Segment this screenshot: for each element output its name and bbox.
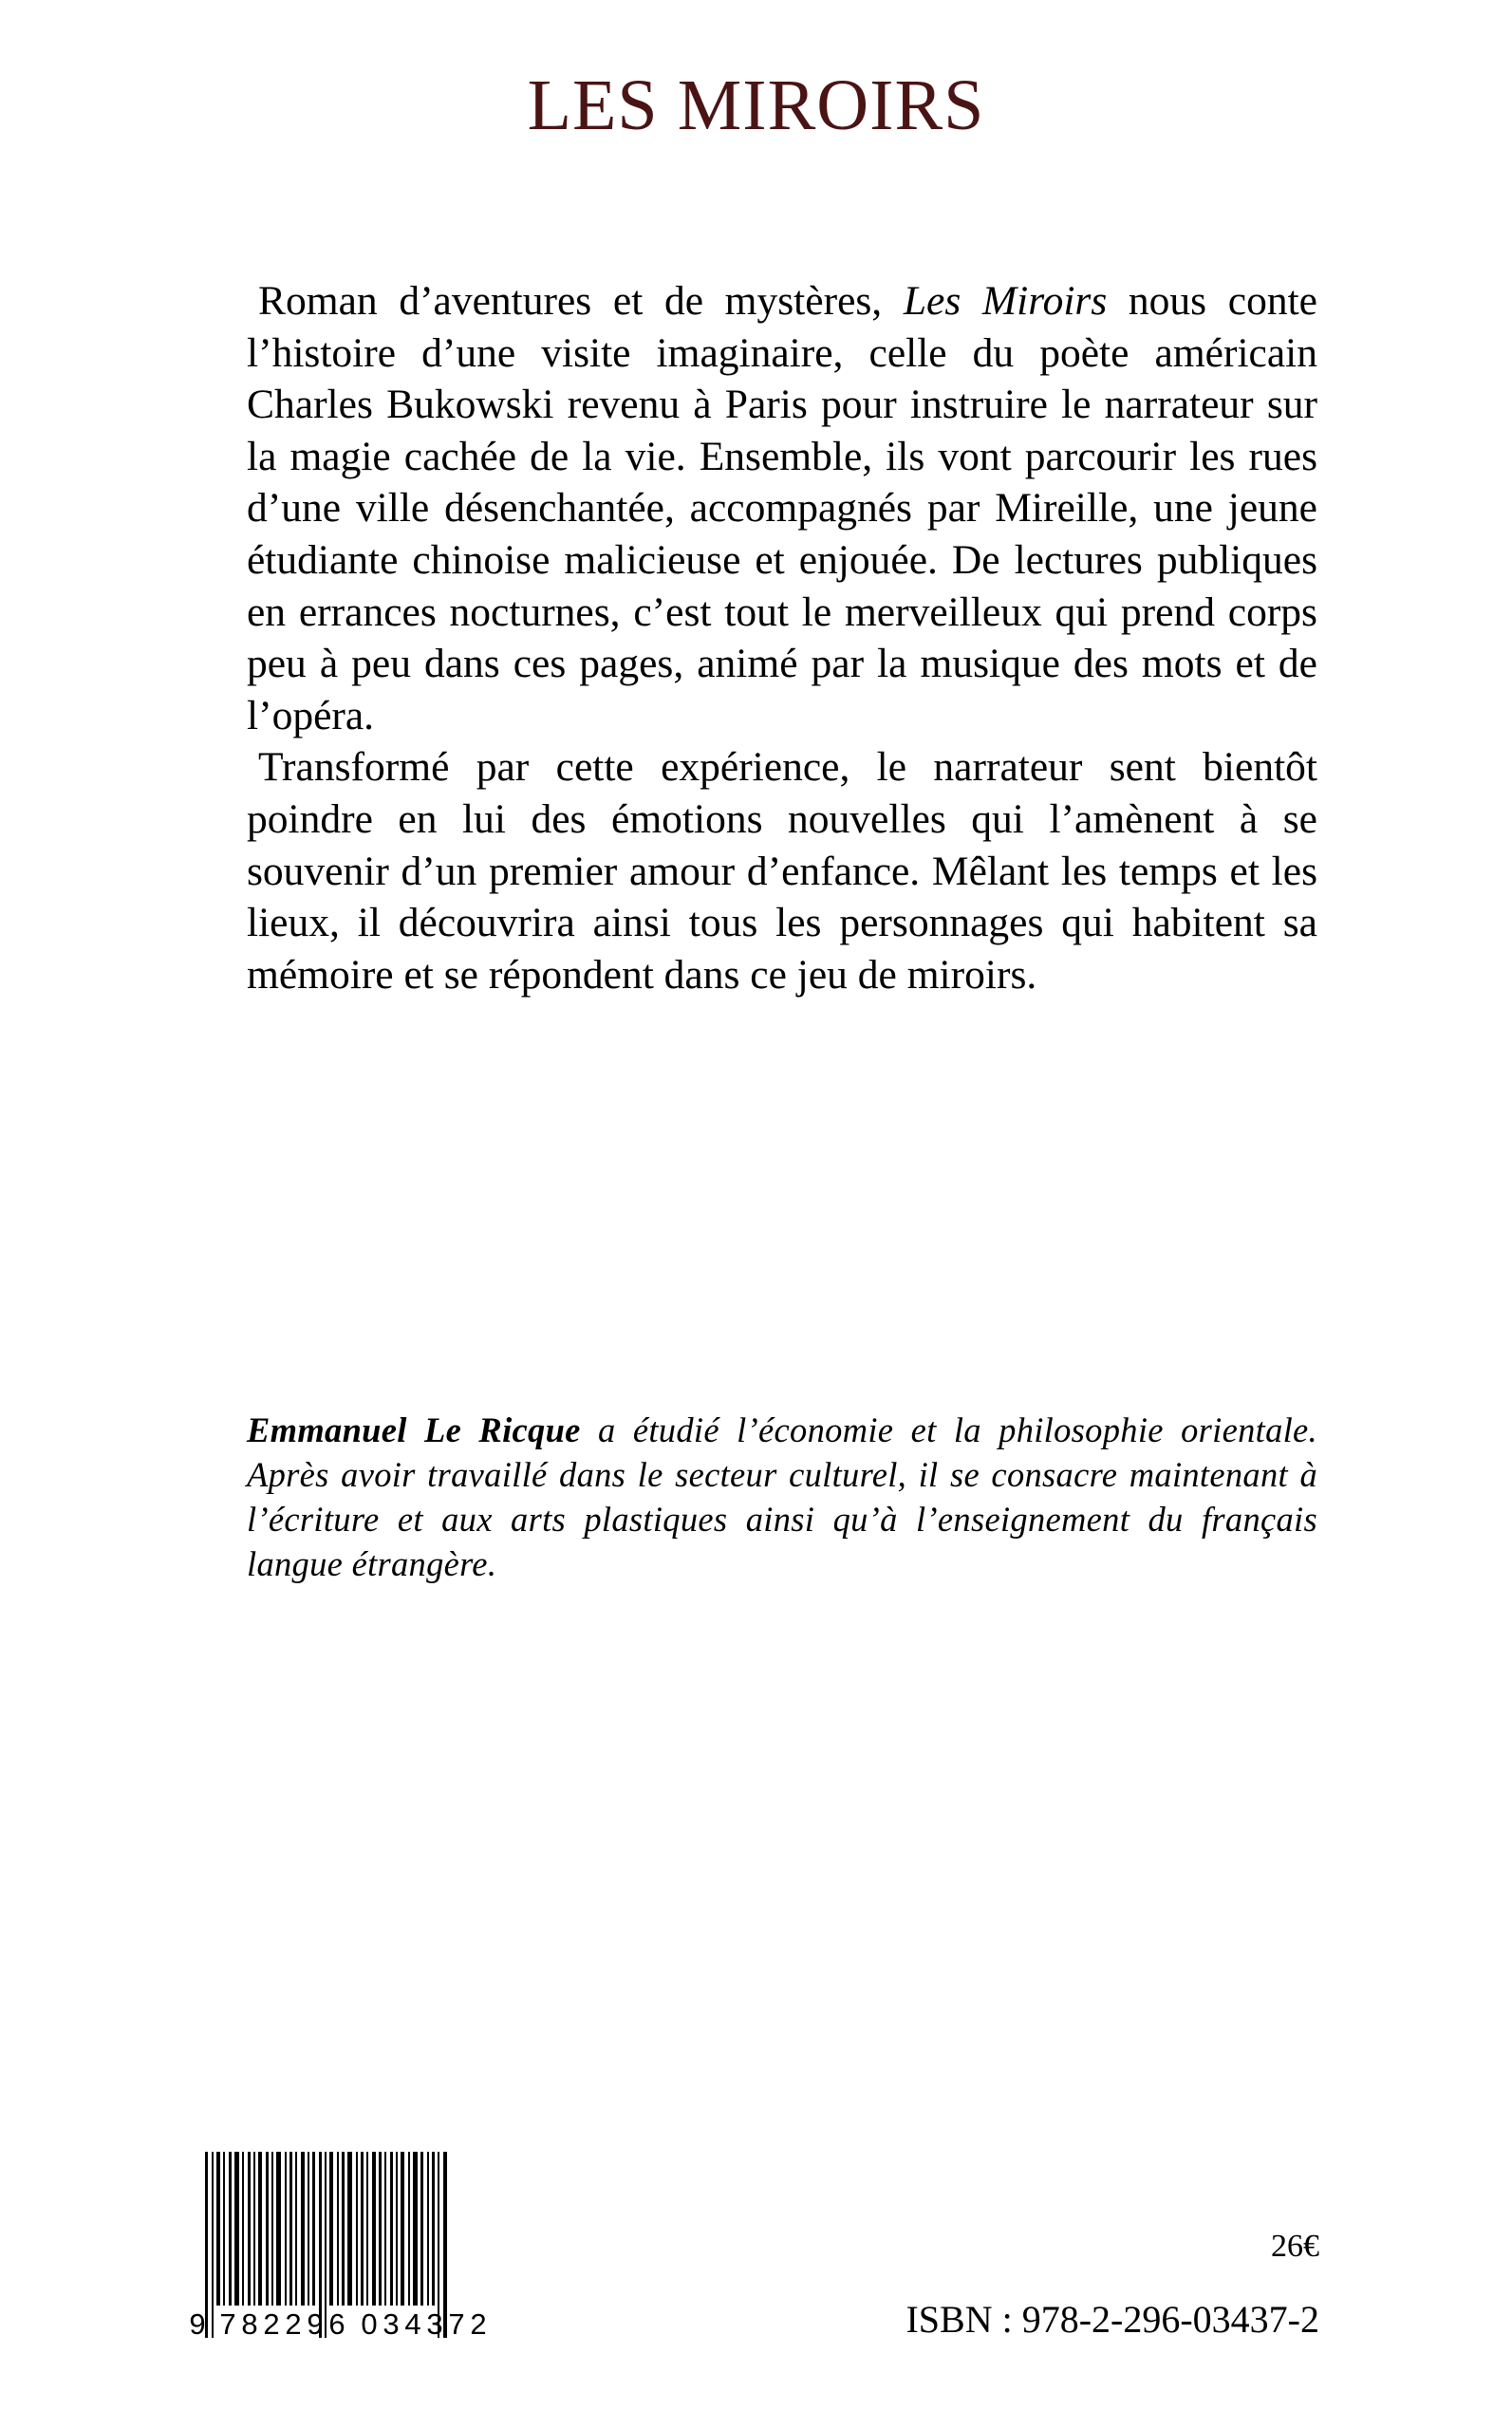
barcode-bar: [342, 2152, 345, 2306]
barcode-digit: 6: [328, 2307, 345, 2341]
barcode-bar: [301, 2152, 305, 2306]
barcode-bar: [329, 2152, 333, 2306]
barcode-digit: 9: [307, 2307, 324, 2341]
barcode-bar: [242, 2152, 244, 2306]
barcode-bar: [361, 2152, 364, 2306]
book-title: LES MIROIRS: [527, 65, 985, 145]
barcode-bar: [366, 2152, 368, 2306]
barcode-bar: [253, 2152, 255, 2306]
barcode-digit: 8: [241, 2307, 258, 2341]
barcode-digit: 3: [426, 2307, 443, 2341]
barcode-bar: [234, 2152, 239, 2306]
barcode-bar: [308, 2152, 309, 2306]
author-bio-paragraph: [247, 1408, 1317, 1586]
barcode-bar: [413, 2152, 418, 2306]
barcode-bar: [229, 2152, 232, 2306]
barcode-digit: 2: [285, 2307, 302, 2341]
barcode-bar: [266, 2152, 269, 2306]
barcode-bar: [312, 2152, 315, 2306]
barcode-bar: [347, 2152, 352, 2306]
barcode-bar: [295, 2152, 297, 2306]
barcode-bar: [285, 2152, 287, 2306]
barcode-digit: 2: [263, 2307, 280, 2341]
author-bio: [247, 1408, 1317, 1586]
barcode-bar: [408, 2152, 410, 2306]
barcode: [184, 2150, 512, 2344]
barcode-bar: [427, 2152, 429, 2306]
barcode-bar: [390, 2152, 393, 2306]
barcode-bar: [258, 2152, 262, 2306]
synopsis: [247, 275, 1317, 1000]
barcode-bar: [337, 2152, 339, 2306]
price: 26€: [1271, 2229, 1319, 2264]
barcode-digit: 0: [361, 2307, 378, 2341]
synopsis-para1-start: Roman d’aventures et de mystères,: [258, 278, 904, 324]
barcode-bar: [420, 2152, 423, 2306]
barcode-bar: [276, 2152, 281, 2306]
book-title-inline: Les Miroirs: [903, 278, 1108, 324]
barcode-digit: 2: [470, 2307, 487, 2341]
barcode-digit: 4: [404, 2307, 421, 2341]
barcode-bar: [216, 2152, 220, 2306]
synopsis-paragraph-1: [247, 275, 1317, 741]
barcode-digit: 3: [383, 2307, 400, 2341]
isbn: ISBN : 978-2-296-03437-2: [905, 2298, 1319, 2341]
synopsis-para1-rest: nous conte l’histoire d’une visite imaginaire, celle du poète américain Charles Bukowski revenu à Paris pour instruire le narrateur sur la magie cachée de la vie. Ensemble, ils vont parcourir les rues d’une ville désenchantée, accompagnés par Mireille, une jeune étudiante chinoise malicieuse et enjouée. De lectures publiques en errances nocturnes, c’est tout le merveilleux qui prend corps peu à peu dans ces pages, animé par la musique des mots et de l’opéra.: [247, 278, 1317, 738]
barcode-bar: [396, 2152, 398, 2306]
barcode-bar: [271, 2152, 273, 2306]
barcode-bar: [372, 2152, 376, 2306]
barcode-bar: [223, 2152, 225, 2306]
author-name: Emmanuel Le Ricque: [247, 1410, 581, 1449]
barcode-digit: 7: [219, 2307, 236, 2341]
author-bio-text: a étudié l’économie et la philosophie orientale. Après avoir travaillé dans le secteur culturel, il se consacre maintenant à l’écriture et aux arts plastiques ainsi qu’à l’enseignement du français langue étrangère.: [247, 1410, 1317, 1583]
barcode-bar: [384, 2152, 386, 2306]
barcode-bar: [248, 2152, 251, 2306]
barcode-bar: [432, 2152, 435, 2306]
synopsis-paragraph-2: Transformé par cette expérience, le narrateur sent bientôt poindre en lui des émotions nouvelles qui l’amènent à se souvenir d’un premier amour d’enfance. Mêlant les temps et les lieux, il découvrira ainsi tous les personnages qui habitent sa mémoire et se répondent dans ce jeu de miroirs.: [247, 744, 1317, 998]
barcode-digit: 9: [189, 2307, 206, 2341]
barcode-bar: [212, 2152, 214, 2338]
barcode-bar: [401, 2152, 404, 2306]
barcode-bar: [289, 2152, 292, 2306]
barcode-bar: [379, 2152, 382, 2306]
barcode-digit: 7: [448, 2307, 465, 2341]
barcode-bar: [356, 2152, 358, 2306]
